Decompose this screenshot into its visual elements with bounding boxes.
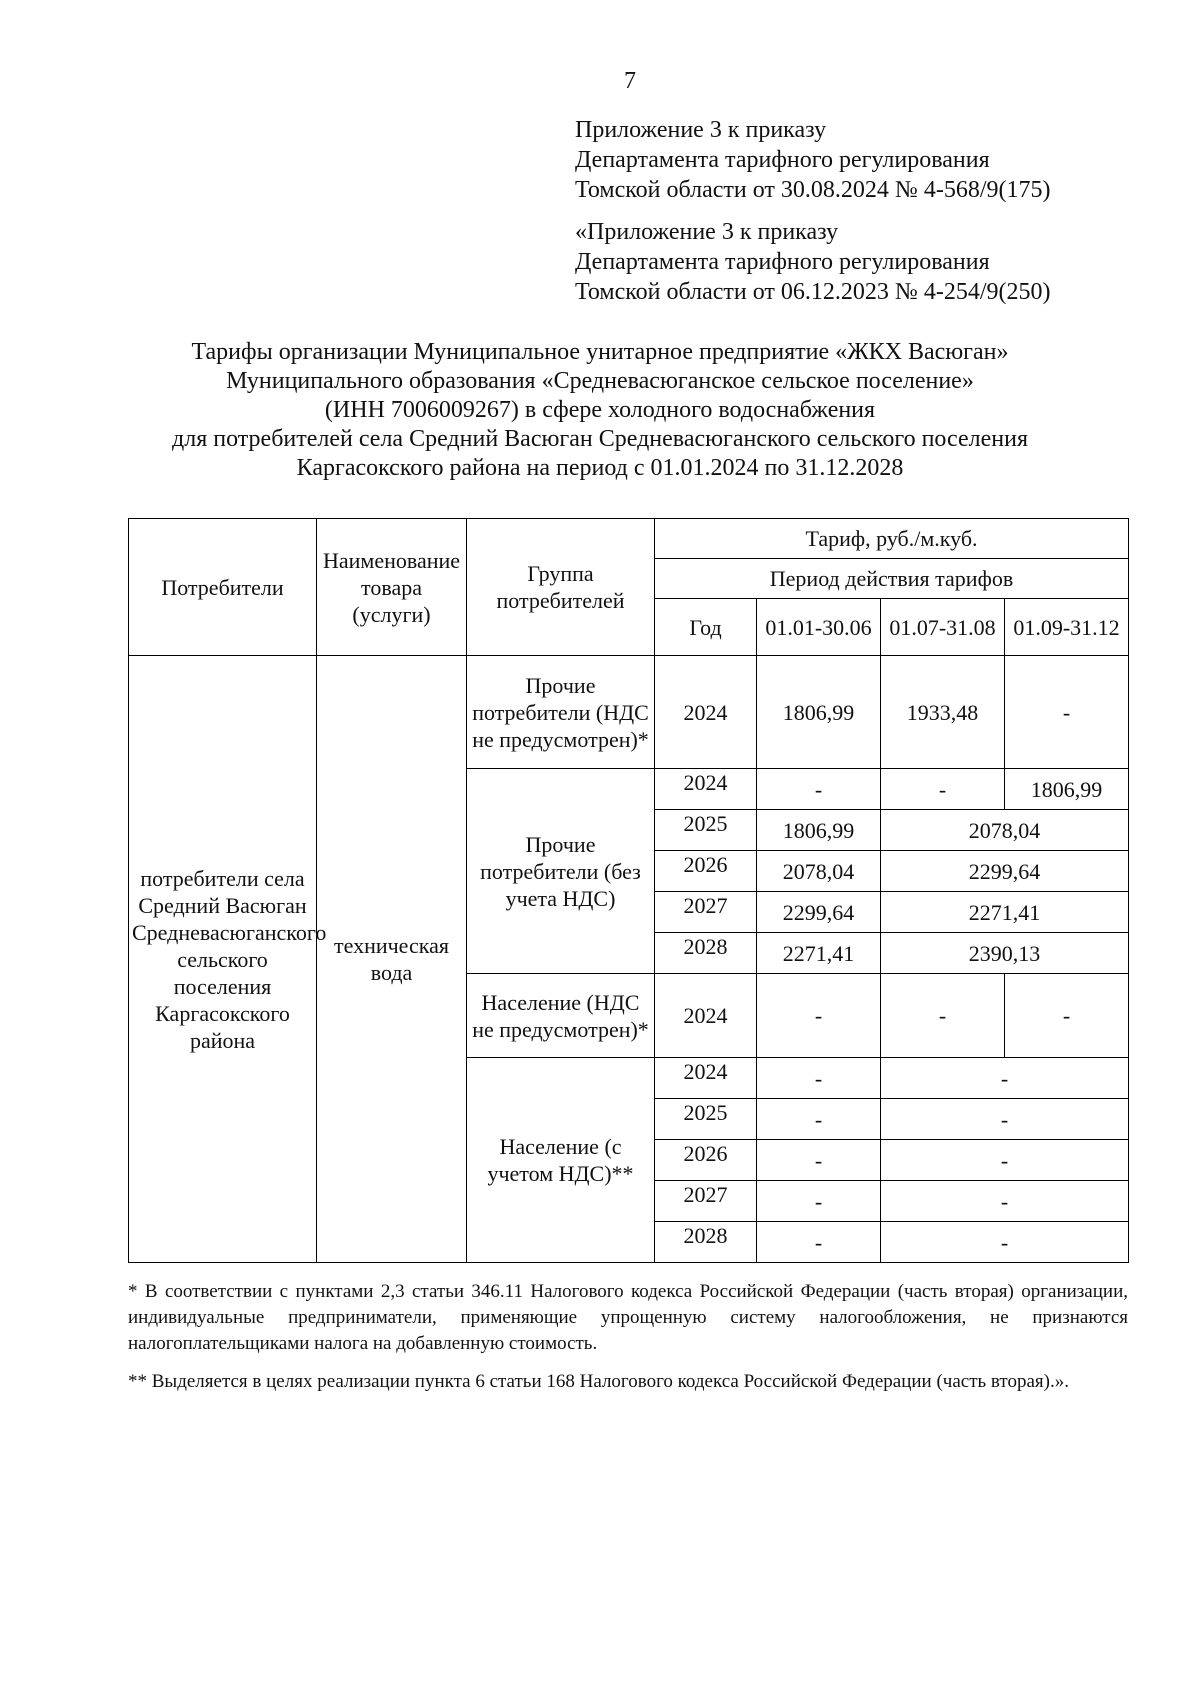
header-period-3: 01.09-31.12 bbox=[1005, 599, 1129, 656]
group-cell: Население (НДС не предусмотрен)* bbox=[467, 974, 655, 1058]
header-line: Департамента тарифного регулирования bbox=[575, 249, 990, 275]
tariff-cell: 2271,41 bbox=[757, 933, 881, 974]
header-period-2: 01.07-31.08 bbox=[881, 599, 1005, 656]
header-line: Приложение 3 к приказу bbox=[575, 117, 827, 143]
tariff-cell: - bbox=[881, 769, 1005, 810]
year-cell: 2028 bbox=[655, 933, 757, 974]
tariff-cell: - bbox=[881, 1058, 1129, 1099]
tariff-cell: 2390,13 bbox=[881, 933, 1129, 974]
year-cell: 2026 bbox=[655, 1140, 757, 1181]
group-cell: Прочие потребители (НДС не предусмотрен)* bbox=[467, 656, 655, 769]
group-cell: Прочие потребители (без учета НДС) bbox=[467, 769, 655, 974]
tariff-cell: - bbox=[757, 1058, 881, 1099]
year-cell: 2026 bbox=[655, 851, 757, 892]
header-line: «Приложение 3 к приказу bbox=[575, 219, 839, 245]
tariff-cell: - bbox=[757, 974, 881, 1058]
header-year: Год bbox=[655, 599, 757, 656]
tariff-table bbox=[128, 518, 1129, 1263]
tariff-cell: 1806,99 bbox=[1005, 769, 1129, 810]
header-product: Наименование товара (услуги) bbox=[317, 519, 467, 656]
header-tariff: Тариф, руб./м.куб. bbox=[655, 519, 1129, 559]
appendix-header-current bbox=[575, 115, 1050, 205]
header-period-1: 01.01-30.06 bbox=[757, 599, 881, 656]
header-period: Период действия тарифов bbox=[655, 559, 1129, 599]
product-cell: техническая вода bbox=[317, 656, 467, 1263]
tariff-cell: 2271,41 bbox=[881, 892, 1129, 933]
tariff-cell: 2299,64 bbox=[881, 851, 1129, 892]
header-line: Томской области от 06.12.2023 № 4-254/9(250) bbox=[575, 279, 1051, 305]
tariff-cell: - bbox=[881, 1140, 1129, 1181]
tariff-cell: - bbox=[881, 1099, 1129, 1140]
title-line: Каргасокского района на период с 01.01.2024 по 31.12.2028 bbox=[296, 455, 904, 481]
tariff-cell: 2078,04 bbox=[757, 851, 881, 892]
footnote-vat-included: ** Выделяется в целях реализации пункта 6 статьи 168 Налогового кодекса Российской Федерации (часть вторая).». bbox=[128, 1371, 1069, 1392]
year-cell: 2024 bbox=[655, 656, 757, 769]
year-cell: 2027 bbox=[655, 1181, 757, 1222]
footnotes bbox=[128, 1279, 1128, 1407]
year-cell: 2028 bbox=[655, 1222, 757, 1263]
tariff-cell: - bbox=[757, 1099, 881, 1140]
year-cell: 2025 bbox=[655, 1099, 757, 1140]
tariff-cell: - bbox=[881, 1181, 1129, 1222]
appendix-header-previous bbox=[575, 217, 1050, 307]
tariff-cell: - bbox=[757, 1140, 881, 1181]
header-line: Департамента тарифного регулирования bbox=[575, 147, 990, 173]
tariff-cell: 1806,99 bbox=[757, 656, 881, 769]
tariff-cell: - bbox=[757, 769, 881, 810]
year-cell: 2027 bbox=[655, 892, 757, 933]
tariff-cell: - bbox=[1005, 974, 1129, 1058]
tariff-cell: - bbox=[881, 1222, 1129, 1263]
title-line: Муниципального образования «Средневасюганское сельское поселение» bbox=[226, 368, 974, 394]
title-line: Тарифы организации Муниципальное унитарное предприятие «ЖКХ Васюган» bbox=[191, 339, 1009, 365]
header-line: Томской области от 30.08.2024 № 4-568/9(175) bbox=[575, 177, 1051, 203]
group-cell: Население (с учетом НДС)** bbox=[467, 1058, 655, 1263]
document-title bbox=[100, 338, 1100, 483]
tariff-cell: - bbox=[881, 974, 1005, 1058]
title-line: (ИНН 7006009267) в сфере холодного водоснабжения bbox=[324, 397, 876, 423]
tariff-cell: 2078,04 bbox=[881, 810, 1129, 851]
year-cell: 2024 bbox=[655, 974, 757, 1058]
page-number: 7 bbox=[624, 68, 636, 94]
footnote-vat-exempt: * В соответствии с пунктами 2,3 статьи 346.11 Налогового кодекса Российской Федерации (часть вторая) организации, индивидуальные предприниматели, применяющие упрощенную систему налогообложения, не признаются налогоплательщиками налога на добавленную стоимость. bbox=[128, 1281, 1128, 1354]
title-line: для потребителей села Средний Васюган Средневасюганского сельского поселения bbox=[172, 426, 1028, 452]
year-cell: 2024 bbox=[655, 769, 757, 810]
header-group: Группа потребителей bbox=[467, 519, 655, 656]
tariff-cell: 1933,48 bbox=[881, 656, 1005, 769]
tariff-cell: - bbox=[757, 1222, 881, 1263]
tariff-cell: - bbox=[1005, 656, 1129, 769]
year-cell: 2024 bbox=[655, 1058, 757, 1099]
tariff-cell: 1806,99 bbox=[757, 810, 881, 851]
tariff-cell: - bbox=[757, 1181, 881, 1222]
consumers-cell: потребители села Средний Васюган Средневасюганского сельского поселения Каргасокского района bbox=[129, 656, 317, 1263]
year-cell: 2025 bbox=[655, 810, 757, 851]
header-consumers: Потребители bbox=[129, 519, 317, 656]
tariff-cell: 2299,64 bbox=[757, 892, 881, 933]
